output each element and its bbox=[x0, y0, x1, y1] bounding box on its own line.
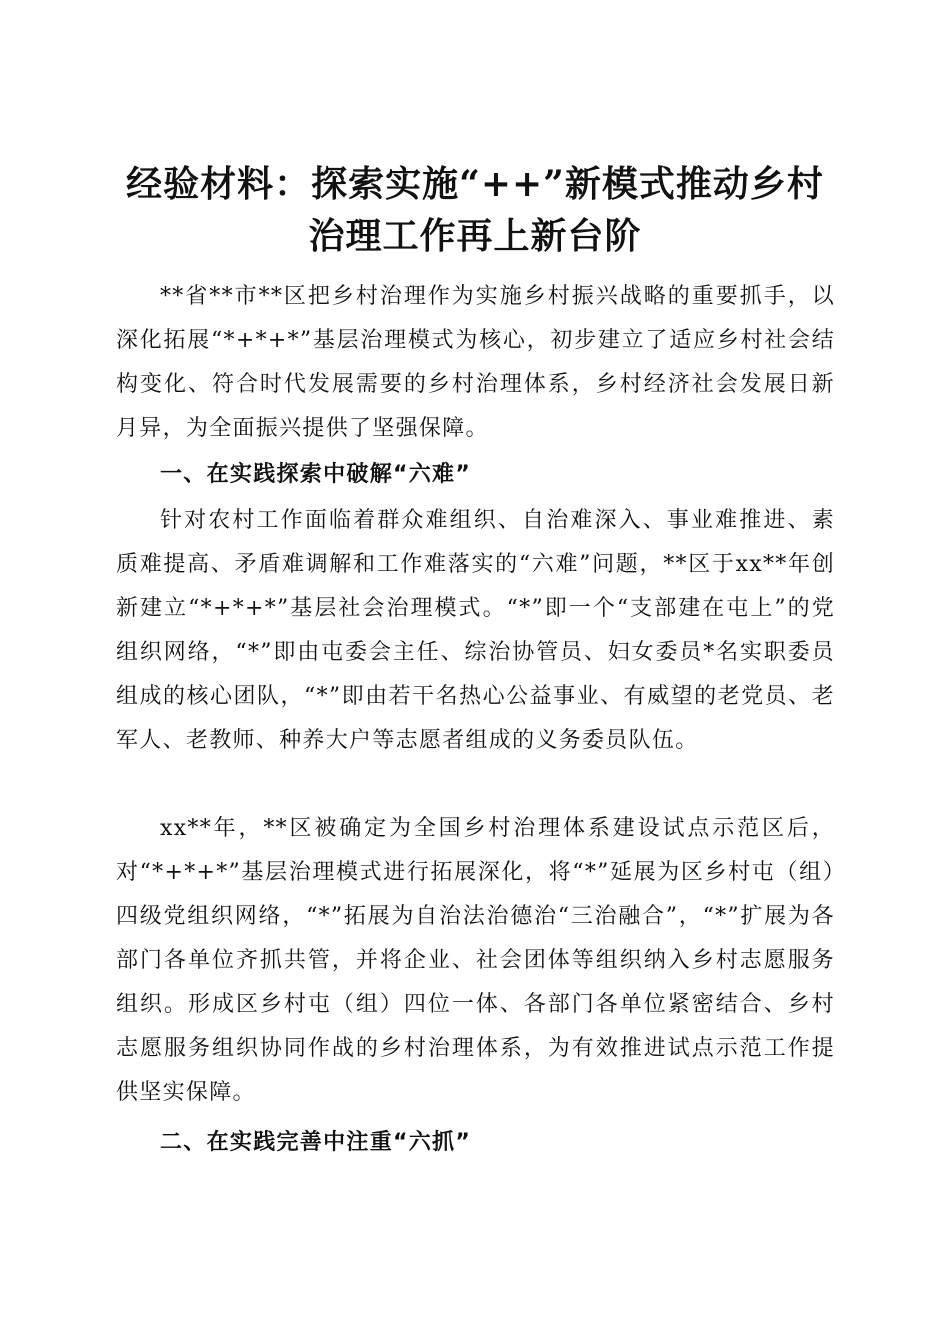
title-line-2: 治理工作再上新台阶 bbox=[308, 215, 642, 258]
section-1-paragraph-1: 针对农村工作面临着群众难组织、自治难深入、事业难推进、素质难提高、矛盾难调解和工作难落实的“六难”问题，**区于xx**年创新建立“*+*+*”基层社会治理模式。“*”即一个“支部建在屯上”的党组织网络，“*”即由屯委会主任、综治协管员、妇女委员*名实职委员组成的核心团队，“*”即由若干名热心公益事业、有威望的老党员、老军人、老教师、种养大户等志愿者组成的义务委员队伍。 bbox=[116, 508, 835, 753]
document-title bbox=[90, 158, 860, 262]
intro-paragraph: **省**市**区把乡村治理作为实施乡村振兴战略的重要抓手，以深化拓展“*+*+*”基层治理模式为核心，初步建立了适应乡村社会结构变化、符合时代发展需要的乡村治理体系，乡村经济社会发展日新月异，为全面振兴提供了坚强保障。 bbox=[116, 284, 835, 441]
section-1-paragraph-2: xx**年，**区被确定为全国乡村治理体系建设试点示范区后，对“*+*+*”基层治理模式进行拓展深化，将“*”延展为区乡村屯（组）四级党组织网络，“*”拓展为自治法治德治“三治融合”，“*”扩展为各部门各单位齐抓共管，并将企业、社会团体等组织纳入乡村志愿服务组织。形成区乡村屯（组）四位一体、各部门各单位紧密结合、乡村志愿服务组织协同作战的乡村治理体系，为有效推进试点示范工作提供坚实保障。 bbox=[116, 816, 835, 1105]
section-1-heading: 一、在实践探索中破解“六难” bbox=[160, 462, 472, 487]
section-2-heading: 二、在实践完善中注重“六抓” bbox=[160, 1130, 472, 1155]
title-line-1: 经验材料：探索实施“++”新模式推动乡村 bbox=[126, 163, 824, 206]
